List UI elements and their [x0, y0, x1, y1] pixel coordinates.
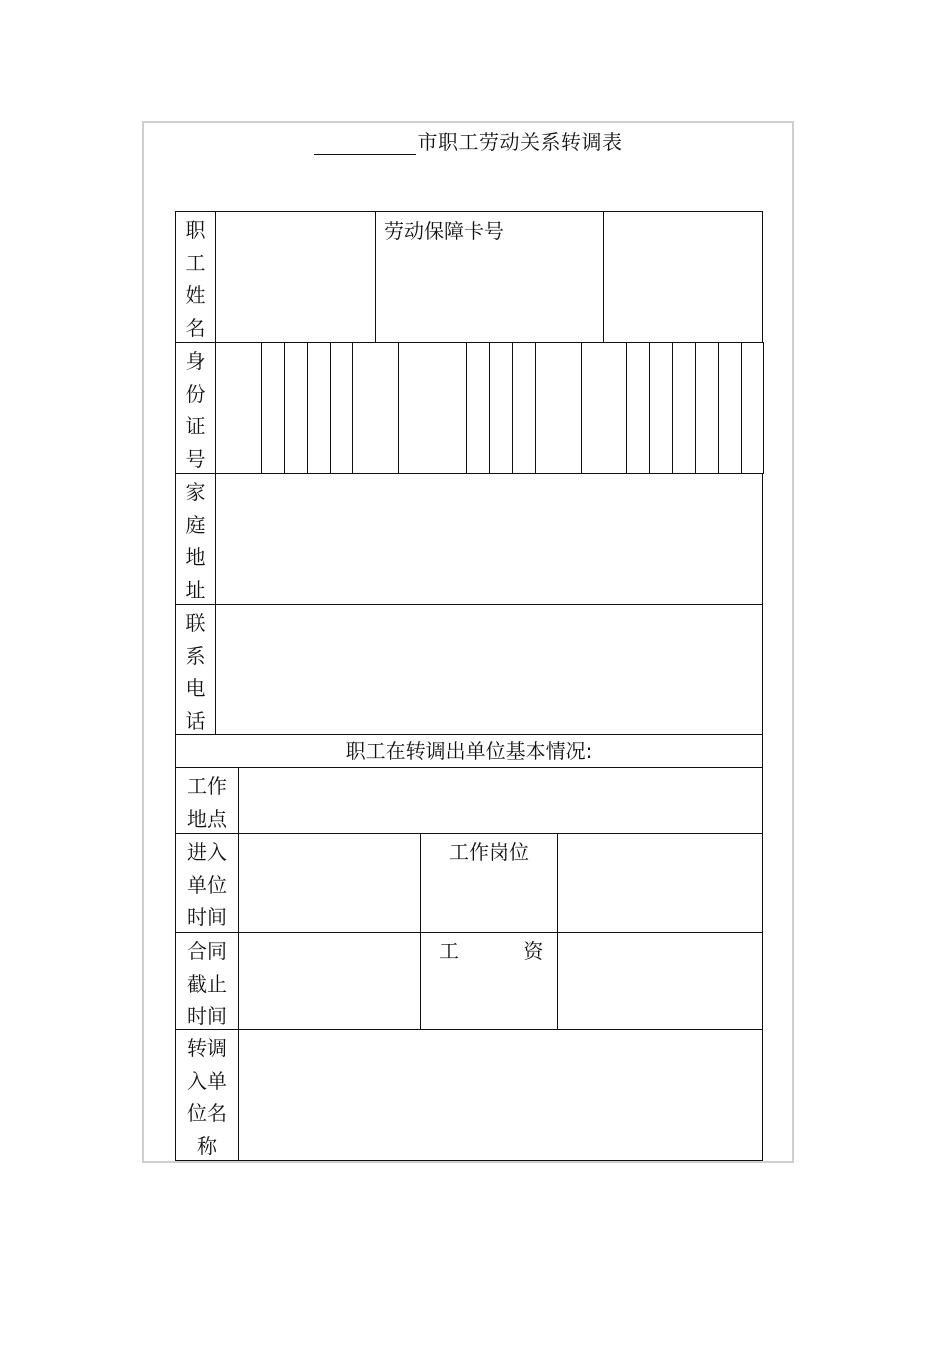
document-title: [142, 126, 794, 155]
id-label-char: 份: [185, 381, 206, 406]
work-location-label-line: 工作: [187, 774, 227, 798]
id-digit-cell[interactable]: [581, 342, 627, 474]
salary-label: [420, 932, 558, 1030]
position-field[interactable]: [557, 833, 763, 933]
address-label: [175, 473, 216, 605]
position-label: [420, 833, 558, 933]
id-digit-cell[interactable]: [307, 342, 331, 474]
name-label-char: 职: [185, 218, 206, 242]
contract-end-label: [175, 932, 239, 1030]
address-label-char: 庭: [185, 512, 206, 537]
salary-label-char: 资: [523, 939, 544, 963]
id-label-char: 号: [185, 446, 206, 471]
id-digit-cell[interactable]: [489, 342, 513, 474]
transfer-unit-field[interactable]: [238, 1029, 763, 1161]
card-number-field[interactable]: [603, 211, 763, 343]
phone-field[interactable]: [215, 604, 763, 735]
id-label-char: 证: [185, 414, 206, 438]
work-location-label-line: 地点: [187, 806, 227, 831]
address-label-char: 地: [185, 545, 206, 569]
section-heading-text: 职工在转调出单位基本情况:: [345, 739, 593, 763]
id-digit-cell[interactable]: [215, 342, 262, 474]
id-digit-cell[interactable]: [672, 342, 696, 474]
position-label-text: 工作岗位: [449, 840, 529, 864]
entry-date-label-line: 进入: [187, 840, 227, 864]
contract-end-label-line: 时间: [187, 1004, 227, 1028]
name-field[interactable]: [215, 211, 376, 343]
entry-date-label-line: 时间: [187, 905, 227, 929]
salary-label-char: 工: [439, 939, 459, 963]
title-city-blank[interactable]: [314, 134, 416, 155]
address-label-char: 家: [185, 480, 206, 504]
id-number-label: [175, 342, 216, 474]
phone-label: [175, 604, 216, 735]
id-digit-cell[interactable]: [261, 342, 285, 474]
id-digit-cell[interactable]: [284, 342, 308, 474]
transfer-unit-label-line: 位名: [187, 1101, 227, 1125]
transfer-unit-label-line: 入单: [187, 1068, 227, 1093]
phone-label-char: 联: [185, 611, 206, 635]
phone-label-char: 话: [185, 708, 206, 733]
phone-label-char: 系: [185, 643, 206, 668]
contract-end-label-line: 合同: [187, 939, 227, 963]
phone-label-char: 电: [185, 676, 206, 700]
id-digit-cell[interactable]: [535, 342, 582, 474]
id-digit-cell[interactable]: [695, 342, 719, 474]
work-location-field[interactable]: [238, 767, 763, 834]
contract-end-field[interactable]: [238, 932, 421, 1030]
salary-field[interactable]: [557, 932, 763, 1030]
name-label-char: 姓: [185, 283, 206, 307]
id-digit-cell[interactable]: [352, 342, 399, 474]
name-label-char: 工: [185, 250, 206, 275]
id-digit-cell[interactable]: [330, 342, 353, 474]
entry-date-label-line: 单位: [187, 872, 227, 897]
transfer-unit-label-line: 称: [197, 1133, 217, 1158]
entry-date-label: [175, 833, 239, 933]
contract-end-label-line: 截止: [187, 971, 227, 996]
address-label-char: 址: [185, 577, 206, 602]
card-number-label: [375, 211, 604, 343]
id-digit-cell[interactable]: [626, 342, 650, 474]
id-digit-cell[interactable]: [741, 342, 764, 474]
transfer-unit-label-line: 转调: [187, 1036, 227, 1060]
id-digit-cell[interactable]: [512, 342, 536, 474]
name-label-char: 名: [185, 315, 206, 340]
title-text: 市职工劳动关系转调表: [417, 130, 623, 154]
id-digit-cell[interactable]: [466, 342, 490, 474]
name-label: [175, 211, 216, 343]
id-digit-cell[interactable]: [649, 342, 673, 474]
work-location-label: [175, 767, 239, 834]
id-digit-cell[interactable]: [718, 342, 742, 474]
id-label-char: 身: [185, 349, 206, 373]
address-field[interactable]: [215, 473, 763, 605]
id-digit-cell[interactable]: [398, 342, 467, 474]
card-number-label-text: 劳动保障卡号: [384, 219, 504, 243]
entry-date-field[interactable]: [238, 833, 421, 933]
transfer-unit-label: [175, 1029, 239, 1161]
section-heading: [175, 734, 763, 768]
